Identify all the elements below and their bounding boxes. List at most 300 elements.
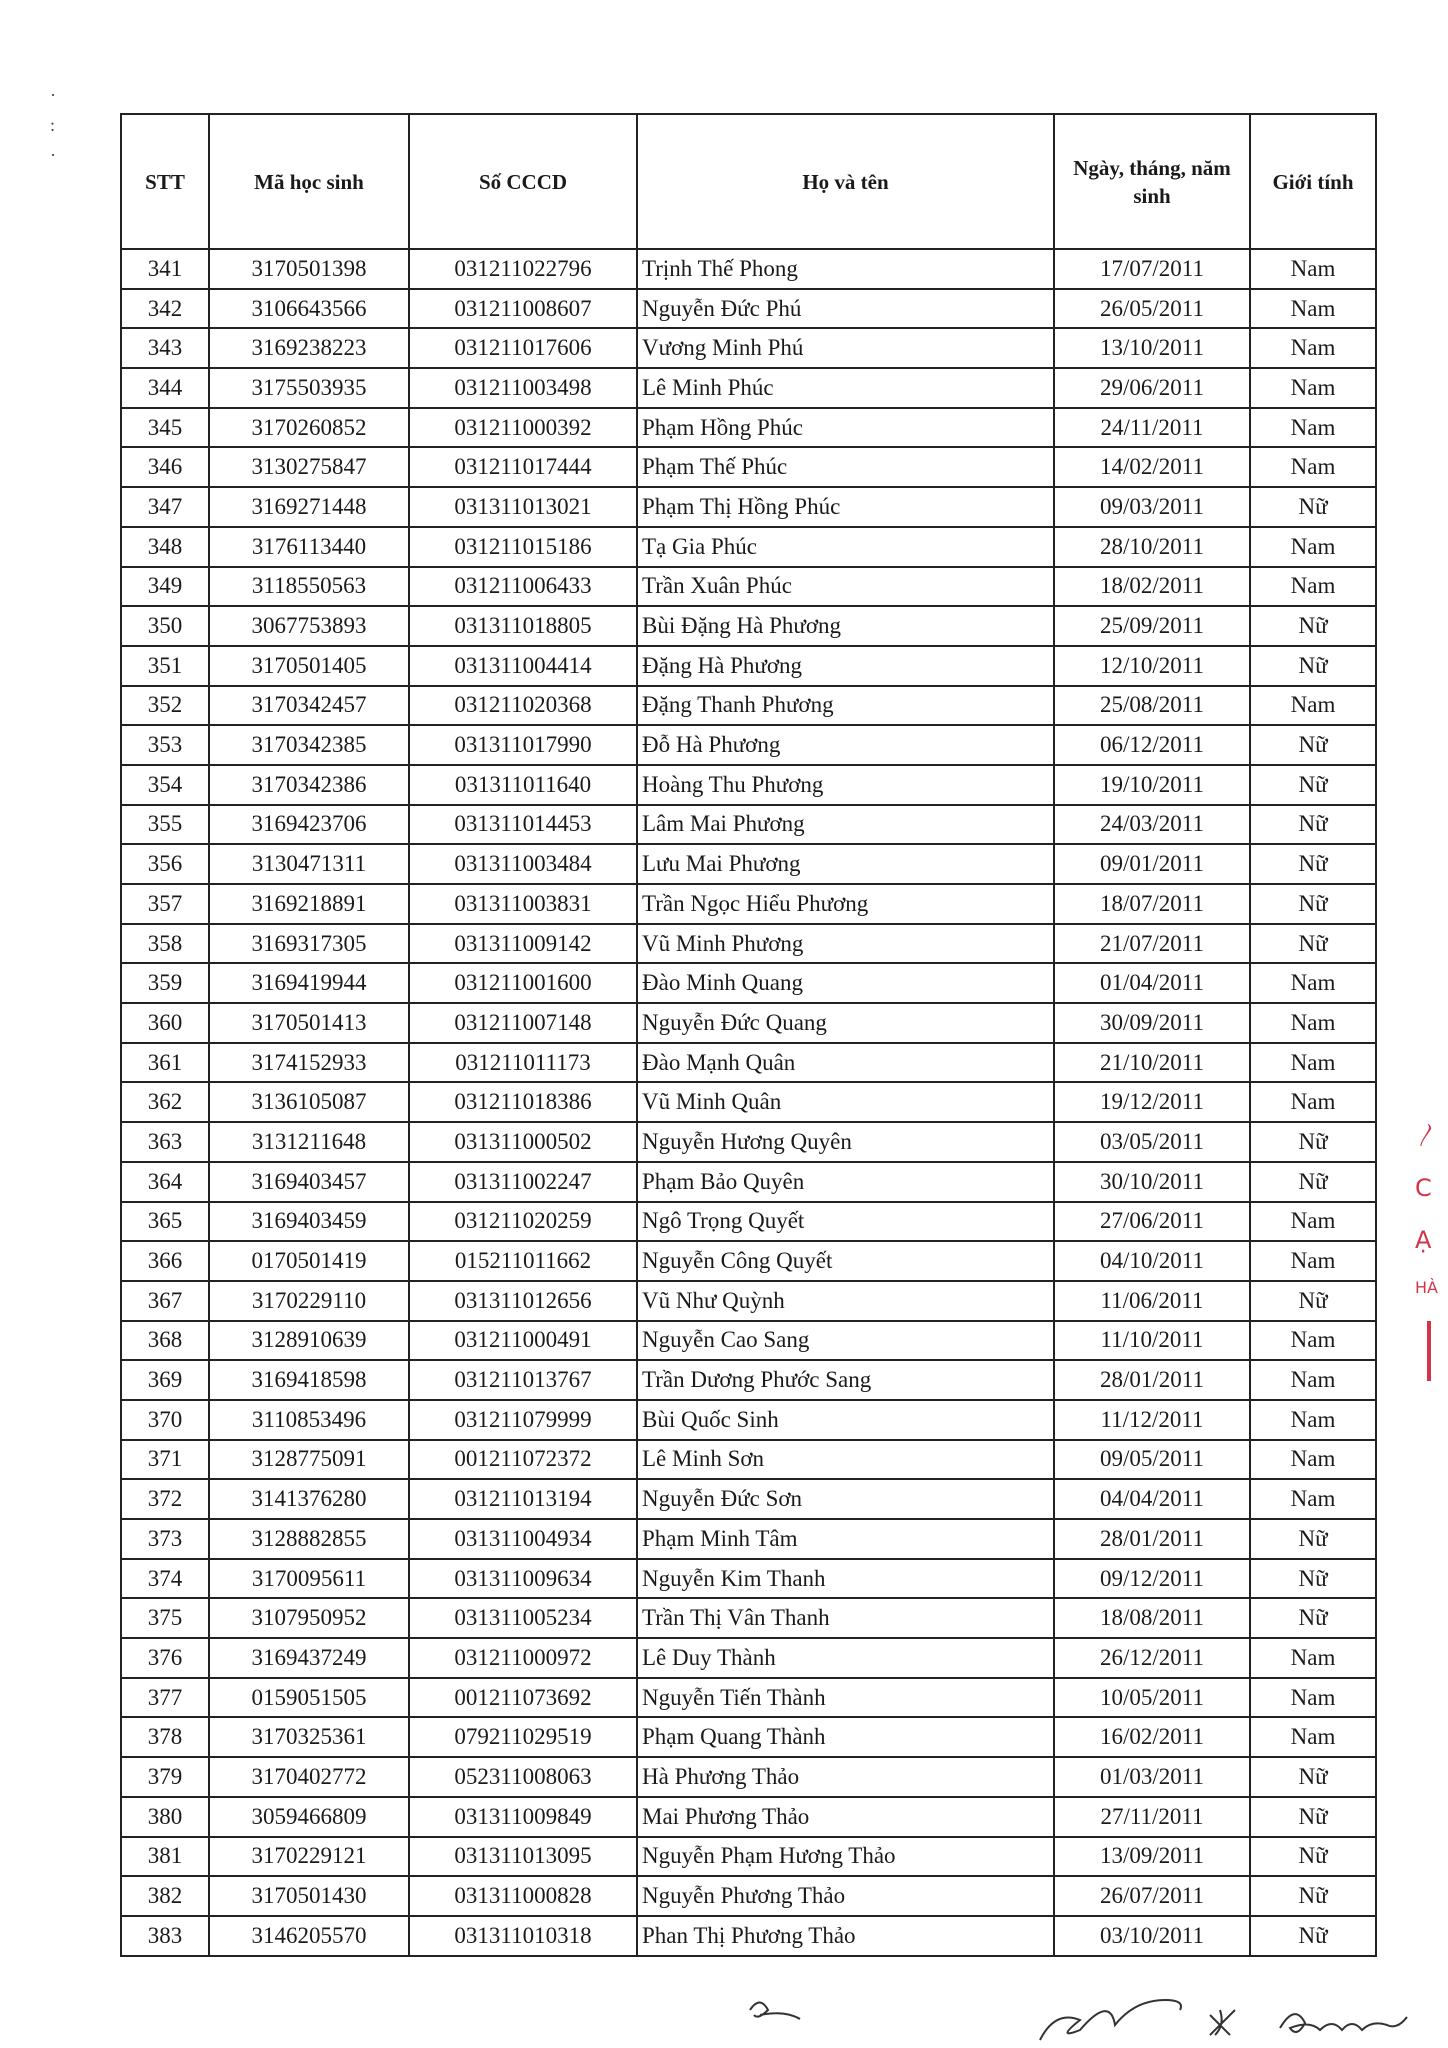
student-code-cell: 3110853496	[209, 1400, 409, 1440]
student-code-cell: 3170342457	[209, 686, 409, 726]
dob-cell: 18/02/2011	[1054, 567, 1250, 607]
gender-cell: Nam	[1250, 1678, 1376, 1718]
student-code-cell: 3169419944	[209, 963, 409, 1003]
full-name-cell: Trần Xuân Phúc	[637, 567, 1054, 607]
cccd-cell: 031311000828	[409, 1876, 637, 1916]
stt-cell: 366	[121, 1241, 209, 1281]
student-code-cell: 3107950952	[209, 1598, 409, 1638]
student-code-cell: 3170501405	[209, 646, 409, 686]
full-name-cell: Đặng Thanh Phương	[637, 686, 1054, 726]
dob-cell: 13/09/2011	[1054, 1837, 1250, 1877]
cccd-cell: 031211017444	[409, 447, 637, 487]
table-row	[121, 805, 1376, 845]
full-name-cell: Vũ Minh Phương	[637, 924, 1054, 964]
gender-cell: Nữ	[1250, 884, 1376, 924]
gender-cell: Nam	[1250, 408, 1376, 448]
cccd-cell: 031211006433	[409, 567, 637, 607]
full-name-cell: Phạm Quang Thành	[637, 1717, 1054, 1757]
red-stamp-fragment	[1415, 1115, 1448, 1405]
stt-cell: 342	[121, 289, 209, 329]
full-name-cell: Đỗ Hà Phương	[637, 725, 1054, 765]
cccd-cell: 031211020368	[409, 686, 637, 726]
full-name-cell: Phan Thị Phương Thảo	[637, 1916, 1054, 1956]
student-code-cell: 3170501398	[209, 249, 409, 289]
gender-cell: Nữ	[1250, 765, 1376, 805]
cccd-cell: 031311010318	[409, 1916, 637, 1956]
stt-cell: 369	[121, 1360, 209, 1400]
stt-cell: 364	[121, 1162, 209, 1202]
stt-cell: 379	[121, 1757, 209, 1797]
cccd-cell: 031311011640	[409, 765, 637, 805]
student-code-cell: 3067753893	[209, 606, 409, 646]
header-dob: Ngày, tháng, năm sinh	[1054, 114, 1250, 249]
cccd-cell: 015211011662	[409, 1241, 637, 1281]
student-code-cell: 3169317305	[209, 924, 409, 964]
student-code-cell: 3130275847	[209, 447, 409, 487]
stt-cell: 353	[121, 725, 209, 765]
dob-cell: 25/09/2011	[1054, 606, 1250, 646]
table-row	[121, 368, 1376, 408]
stt-cell: 350	[121, 606, 209, 646]
gender-cell: Nam	[1250, 1638, 1376, 1678]
stt-cell: 358	[121, 924, 209, 964]
header-full-name: Họ và tên	[637, 114, 1054, 249]
gender-cell: Nữ	[1250, 1797, 1376, 1837]
cccd-cell: 031311017990	[409, 725, 637, 765]
student-code-cell: 3146205570	[209, 1916, 409, 1956]
dob-cell: 16/02/2011	[1054, 1717, 1250, 1757]
stt-cell: 376	[121, 1638, 209, 1678]
gender-cell: Nữ	[1250, 1519, 1376, 1559]
gender-cell: Nam	[1250, 1440, 1376, 1480]
dob-cell: 04/04/2011	[1054, 1479, 1250, 1519]
dob-cell: 14/02/2011	[1054, 447, 1250, 487]
stamp-letter: C	[1415, 1174, 1432, 1202]
cccd-cell: 031211020259	[409, 1202, 637, 1242]
gender-cell: Nữ	[1250, 646, 1376, 686]
student-code-cell: 3169271448	[209, 487, 409, 527]
dob-cell: 28/01/2011	[1054, 1360, 1250, 1400]
stt-cell: 368	[121, 1321, 209, 1361]
cccd-cell: 031311003831	[409, 884, 637, 924]
stamp-line	[1427, 1321, 1431, 1381]
gender-cell: Nam	[1250, 447, 1376, 487]
stt-cell: 383	[121, 1916, 209, 1956]
dob-cell: 01/04/2011	[1054, 963, 1250, 1003]
dob-cell: 26/12/2011	[1054, 1638, 1250, 1678]
full-name-cell: Trần Thị Vân Thanh	[637, 1598, 1054, 1638]
dob-cell: 11/06/2011	[1054, 1281, 1250, 1321]
dob-cell: 26/05/2011	[1054, 289, 1250, 329]
table-row	[121, 686, 1376, 726]
stt-cell: 341	[121, 249, 209, 289]
gender-cell: Nữ	[1250, 924, 1376, 964]
gender-cell: Nữ	[1250, 1916, 1376, 1956]
student-code-cell: 3176113440	[209, 527, 409, 567]
gender-cell: Nam	[1250, 1003, 1376, 1043]
gender-cell: Nam	[1250, 328, 1376, 368]
dob-cell: 13/10/2011	[1054, 328, 1250, 368]
stamp-letter: Ạ	[1415, 1226, 1432, 1254]
stt-cell: 356	[121, 844, 209, 884]
gender-cell: Nữ	[1250, 487, 1376, 527]
dob-cell: 26/07/2011	[1054, 1876, 1250, 1916]
full-name-cell: Trịnh Thế Phong	[637, 249, 1054, 289]
cccd-cell: 031311013095	[409, 1837, 637, 1877]
student-code-cell: 3170501413	[209, 1003, 409, 1043]
table-row	[121, 1122, 1376, 1162]
full-name-cell: Lê Minh Sơn	[637, 1440, 1054, 1480]
student-code-cell: 3118550563	[209, 567, 409, 607]
dob-cell: 10/05/2011	[1054, 1678, 1250, 1718]
gender-cell: Nam	[1250, 249, 1376, 289]
student-code-cell: 3128910639	[209, 1321, 409, 1361]
cccd-cell: 031311000502	[409, 1122, 637, 1162]
stt-cell: 344	[121, 368, 209, 408]
stt-cell: 355	[121, 805, 209, 845]
student-code-cell: 3136105087	[209, 1082, 409, 1122]
student-code-cell: 3128775091	[209, 1440, 409, 1480]
cccd-cell: 001211073692	[409, 1678, 637, 1718]
dob-cell: 21/07/2011	[1054, 924, 1250, 964]
stt-cell: 357	[121, 884, 209, 924]
gender-cell: Nữ	[1250, 805, 1376, 845]
cccd-cell: 031311003484	[409, 844, 637, 884]
table-row	[121, 1440, 1376, 1480]
full-name-cell: Trần Dương Phước Sang	[637, 1360, 1054, 1400]
stt-cell: 367	[121, 1281, 209, 1321]
dob-cell: 11/12/2011	[1054, 1400, 1250, 1440]
table-row	[121, 289, 1376, 329]
full-name-cell: Trần Ngọc Hiểu Phương	[637, 884, 1054, 924]
stt-cell: 351	[121, 646, 209, 686]
dob-cell: 27/06/2011	[1054, 1202, 1250, 1242]
cccd-cell: 031311004414	[409, 646, 637, 686]
full-name-cell: Đặng Hà Phương	[637, 646, 1054, 686]
full-name-cell: Nguyễn Phương Thảo	[637, 1876, 1054, 1916]
stt-cell: 381	[121, 1837, 209, 1877]
gender-cell: Nam	[1250, 686, 1376, 726]
cccd-cell: 031211008607	[409, 289, 637, 329]
stt-cell: 348	[121, 527, 209, 567]
student-code-cell: 0170501419	[209, 1241, 409, 1281]
gender-cell: Nữ	[1250, 1757, 1376, 1797]
cccd-cell: 031311009634	[409, 1559, 637, 1599]
full-name-cell: Mai Phương Thảo	[637, 1797, 1054, 1837]
student-code-cell: 3128882855	[209, 1519, 409, 1559]
gender-cell: Nữ	[1250, 1837, 1376, 1877]
full-name-cell: Nguyễn Đức Phú	[637, 289, 1054, 329]
student-code-cell: 3170229121	[209, 1837, 409, 1877]
stt-cell: 382	[121, 1876, 209, 1916]
student-code-cell: 3131211648	[209, 1122, 409, 1162]
full-name-cell: Ngô Trọng Quyết	[637, 1202, 1054, 1242]
signatures	[740, 1990, 1430, 2048]
table-row	[121, 924, 1376, 964]
page-margin-marks: · : ·	[50, 85, 56, 165]
table-row	[121, 646, 1376, 686]
signature-initial	[750, 2003, 800, 2020]
cccd-cell: 031311018805	[409, 606, 637, 646]
student-code-cell: 3106643566	[209, 289, 409, 329]
dob-cell: 29/06/2011	[1054, 368, 1250, 408]
stamp-letter: HÀ	[1415, 1278, 1438, 1297]
table-row	[121, 884, 1376, 924]
gender-cell: Nữ	[1250, 606, 1376, 646]
gender-cell: Nam	[1250, 567, 1376, 607]
cccd-cell: 031311009849	[409, 1797, 637, 1837]
cccd-cell: 031211013194	[409, 1479, 637, 1519]
full-name-cell: Nguyễn Đức Sơn	[637, 1479, 1054, 1519]
cccd-cell: 031211000392	[409, 408, 637, 448]
dob-cell: 03/05/2011	[1054, 1122, 1250, 1162]
student-code-cell: 3170342385	[209, 725, 409, 765]
student-code-cell: 3141376280	[209, 1479, 409, 1519]
student-code-cell: 3170260852	[209, 408, 409, 448]
dob-cell: 28/10/2011	[1054, 527, 1250, 567]
student-code-cell: 3170229110	[209, 1281, 409, 1321]
full-name-cell: Vũ Minh Quân	[637, 1082, 1054, 1122]
student-code-cell: 3169238223	[209, 328, 409, 368]
stt-cell: 374	[121, 1559, 209, 1599]
cccd-cell: 031211000491	[409, 1321, 637, 1361]
student-code-cell: 3169403457	[209, 1162, 409, 1202]
table-row	[121, 1202, 1376, 1242]
full-name-cell: Vũ Như Quỳnh	[637, 1281, 1054, 1321]
table-row	[121, 1400, 1376, 1440]
signature-mark	[1210, 2010, 1235, 2035]
gender-cell: Nữ	[1250, 1876, 1376, 1916]
table-row	[121, 1519, 1376, 1559]
table-row	[121, 1043, 1376, 1083]
cccd-cell: 001211072372	[409, 1440, 637, 1480]
full-name-cell: Nguyễn Đức Quang	[637, 1003, 1054, 1043]
dob-cell: 09/12/2011	[1054, 1559, 1250, 1599]
gender-cell: Nam	[1250, 368, 1376, 408]
dob-cell: 21/10/2011	[1054, 1043, 1250, 1083]
table-row	[121, 765, 1376, 805]
full-name-cell: Bùi Đặng Hà Phương	[637, 606, 1054, 646]
table-row	[121, 1281, 1376, 1321]
signature-name	[1280, 2014, 1407, 2032]
student-code-cell: 3169218891	[209, 884, 409, 924]
cccd-cell: 031311014453	[409, 805, 637, 845]
student-code-cell: 3130471311	[209, 844, 409, 884]
cccd-cell: 031311002247	[409, 1162, 637, 1202]
table-row	[121, 1678, 1376, 1718]
table-row	[121, 844, 1376, 884]
stt-cell: 365	[121, 1202, 209, 1242]
student-code-cell: 3059466809	[209, 1797, 409, 1837]
student-code-cell: 3169437249	[209, 1638, 409, 1678]
dob-cell: 19/10/2011	[1054, 765, 1250, 805]
stt-cell: 352	[121, 686, 209, 726]
student-code-cell: 3170501430	[209, 1876, 409, 1916]
gender-cell: Nữ	[1250, 844, 1376, 884]
header-gender: Giới tính	[1250, 114, 1376, 249]
full-name-cell: Lê Minh Phúc	[637, 368, 1054, 408]
student-code-cell: 3170325361	[209, 1717, 409, 1757]
gender-cell: Nam	[1250, 1241, 1376, 1281]
student-code-cell: 3170402772	[209, 1757, 409, 1797]
stt-cell: 347	[121, 487, 209, 527]
student-code-cell: 3169418598	[209, 1360, 409, 1400]
table-row	[121, 249, 1376, 289]
student-code-cell: 3170342386	[209, 765, 409, 805]
stt-cell: 359	[121, 963, 209, 1003]
cccd-cell: 031311004934	[409, 1519, 637, 1559]
gender-cell: Nam	[1250, 1400, 1376, 1440]
table-body	[121, 249, 1376, 1956]
cccd-cell: 031311012656	[409, 1281, 637, 1321]
full-name-cell: Đào Mạnh Quân	[637, 1043, 1054, 1083]
stamp-mark: 〳	[1415, 1121, 1439, 1149]
stt-cell: 360	[121, 1003, 209, 1043]
cccd-cell: 031211079999	[409, 1400, 637, 1440]
dob-cell: 06/12/2011	[1054, 725, 1250, 765]
gender-cell: Nam	[1250, 1717, 1376, 1757]
cccd-cell: 031211000972	[409, 1638, 637, 1678]
table-row	[121, 447, 1376, 487]
gender-cell: Nam	[1250, 1043, 1376, 1083]
stt-cell: 362	[121, 1082, 209, 1122]
gender-cell: Nam	[1250, 1479, 1376, 1519]
stt-cell: 346	[121, 447, 209, 487]
stt-cell: 363	[121, 1122, 209, 1162]
gender-cell: Nam	[1250, 1082, 1376, 1122]
table-row	[121, 1876, 1376, 1916]
table-row	[121, 606, 1376, 646]
header-stt: STT	[121, 114, 209, 249]
cccd-cell: 031211022796	[409, 249, 637, 289]
cccd-cell: 031211001600	[409, 963, 637, 1003]
cccd-cell: 031211007148	[409, 1003, 637, 1043]
full-name-cell: Nguyễn Phạm Hương Thảo	[637, 1837, 1054, 1877]
stt-cell: 349	[121, 567, 209, 607]
stt-cell: 380	[121, 1797, 209, 1837]
table-header-row	[121, 114, 1376, 249]
gender-cell: Nữ	[1250, 725, 1376, 765]
header-student-code: Mã học sinh	[209, 114, 409, 249]
table-row	[121, 1360, 1376, 1400]
student-list-table	[120, 113, 1377, 1957]
gender-cell: Nữ	[1250, 1162, 1376, 1202]
cccd-cell: 031211017606	[409, 328, 637, 368]
table-row	[121, 567, 1376, 607]
gender-cell: Nam	[1250, 1360, 1376, 1400]
dob-cell: 09/03/2011	[1054, 487, 1250, 527]
table-row	[121, 1717, 1376, 1757]
student-code-cell: 3169403459	[209, 1202, 409, 1242]
gender-cell: Nam	[1250, 289, 1376, 329]
full-name-cell: Phạm Bảo Quyên	[637, 1162, 1054, 1202]
dob-cell: 19/12/2011	[1054, 1082, 1250, 1122]
dob-cell: 18/08/2011	[1054, 1598, 1250, 1638]
gender-cell: Nam	[1250, 1202, 1376, 1242]
table-row	[121, 1757, 1376, 1797]
gender-cell: Nữ	[1250, 1559, 1376, 1599]
stt-cell: 375	[121, 1598, 209, 1638]
cccd-cell: 031211003498	[409, 368, 637, 408]
dob-cell: 24/11/2011	[1054, 408, 1250, 448]
table-row	[121, 1003, 1376, 1043]
cccd-cell: 031311013021	[409, 487, 637, 527]
table-row	[121, 1837, 1376, 1877]
full-name-cell: Nguyễn Hương Quyên	[637, 1122, 1054, 1162]
signature-main	[1040, 2000, 1181, 2040]
full-name-cell: Đào Minh Quang	[637, 963, 1054, 1003]
dob-cell: 30/10/2011	[1054, 1162, 1250, 1202]
table-row	[121, 1321, 1376, 1361]
dob-cell: 12/10/2011	[1054, 646, 1250, 686]
full-name-cell: Phạm Thế Phúc	[637, 447, 1054, 487]
table-row	[121, 487, 1376, 527]
full-name-cell: Lưu Mai Phương	[637, 844, 1054, 884]
dob-cell: 28/01/2011	[1054, 1519, 1250, 1559]
table-row	[121, 1241, 1376, 1281]
gender-cell: Nam	[1250, 963, 1376, 1003]
gender-cell: Nam	[1250, 527, 1376, 567]
table-row	[121, 1638, 1376, 1678]
cccd-cell: 031211013767	[409, 1360, 637, 1400]
student-code-cell: 3175503935	[209, 368, 409, 408]
table-row	[121, 963, 1376, 1003]
full-name-cell: Nguyễn Tiến Thành	[637, 1678, 1054, 1718]
table-row	[121, 1479, 1376, 1519]
student-code-cell: 3170095611	[209, 1559, 409, 1599]
stt-cell: 377	[121, 1678, 209, 1718]
dob-cell: 11/10/2011	[1054, 1321, 1250, 1361]
dob-cell: 09/05/2011	[1054, 1440, 1250, 1480]
full-name-cell: Nguyễn Cao Sang	[637, 1321, 1054, 1361]
stt-cell: 370	[121, 1400, 209, 1440]
header-cccd: Số CCCD	[409, 114, 637, 249]
table-row	[121, 1797, 1376, 1837]
stt-cell: 345	[121, 408, 209, 448]
student-code-cell: 3169423706	[209, 805, 409, 845]
cccd-cell: 031311005234	[409, 1598, 637, 1638]
cccd-cell: 079211029519	[409, 1717, 637, 1757]
student-code-cell: 3174152933	[209, 1043, 409, 1083]
stt-cell: 371	[121, 1440, 209, 1480]
gender-cell: Nữ	[1250, 1281, 1376, 1321]
dob-cell: 03/10/2011	[1054, 1916, 1250, 1956]
dob-cell: 27/11/2011	[1054, 1797, 1250, 1837]
cccd-cell: 052311008063	[409, 1757, 637, 1797]
stt-cell: 343	[121, 328, 209, 368]
stt-cell: 372	[121, 1479, 209, 1519]
dob-cell: 17/07/2011	[1054, 249, 1250, 289]
table-row	[121, 725, 1376, 765]
dob-cell: 25/08/2011	[1054, 686, 1250, 726]
dob-cell: 18/07/2011	[1054, 884, 1250, 924]
full-name-cell: Bùi Quốc Sinh	[637, 1400, 1054, 1440]
stt-cell: 354	[121, 765, 209, 805]
stt-cell: 361	[121, 1043, 209, 1083]
table-row	[121, 328, 1376, 368]
dob-cell: 01/03/2011	[1054, 1757, 1250, 1797]
full-name-cell: Hoàng Thu Phương	[637, 765, 1054, 805]
cccd-cell: 031211018386	[409, 1082, 637, 1122]
cccd-cell: 031211015186	[409, 527, 637, 567]
stt-cell: 373	[121, 1519, 209, 1559]
full-name-cell: Nguyễn Công Quyết	[637, 1241, 1054, 1281]
cccd-cell: 031211011173	[409, 1043, 637, 1083]
table-row	[121, 408, 1376, 448]
table-row	[121, 1559, 1376, 1599]
table-row	[121, 1162, 1376, 1202]
dob-cell: 09/01/2011	[1054, 844, 1250, 884]
